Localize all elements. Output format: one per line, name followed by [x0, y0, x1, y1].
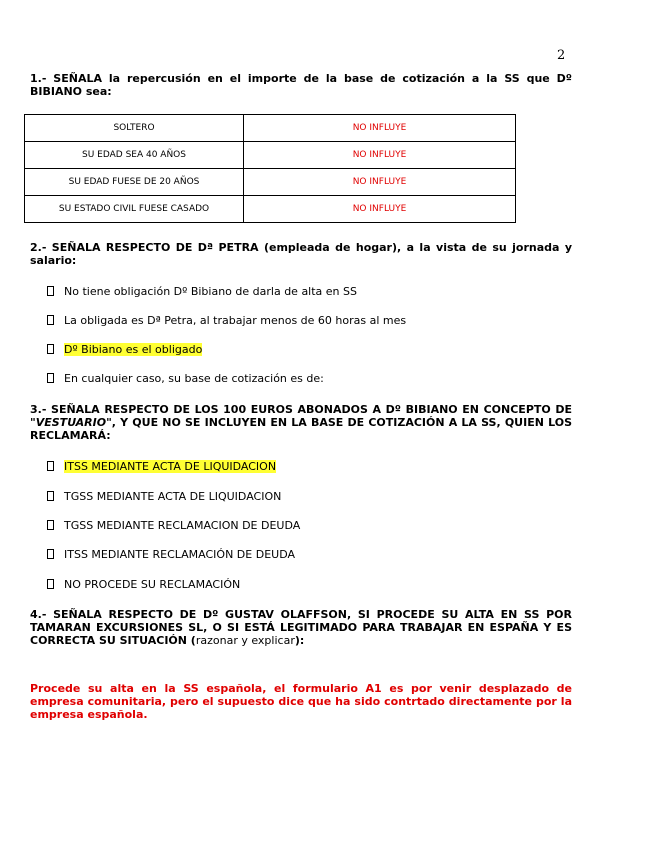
option-label: TGSS MEDIANTE RECLAMACION DE DEUDA: [64, 519, 301, 532]
question-2: 2.- SEÑALA RESPECTO DE Dª PETRA (empleada de hogar), a la vista de su jornada y salario:: [30, 241, 572, 267]
checkbox-icon: [47, 520, 54, 530]
question-3: [30, 403, 572, 442]
option-label: TGSS MEDIANTE ACTA DE LIQUIDACION: [64, 490, 282, 503]
repercussion-table: [24, 114, 516, 223]
question-3-text: 3.- SEÑALA RESPECTO DE LOS 100 EUROS ABONADOS A Dº BIBIANO EN CONCEPTO DE ": [30, 403, 572, 429]
row-value: NO INFLUYE: [244, 142, 516, 169]
checkbox-icon: [47, 549, 54, 559]
option-item[interactable]: [47, 372, 324, 386]
table-row: [25, 142, 516, 169]
checkbox-icon: [47, 286, 54, 296]
row-value: NO INFLUYE: [244, 115, 516, 142]
row-value: NO INFLUYE: [244, 169, 516, 196]
option-label: ITSS MEDIANTE ACTA DE LIQUIDACION: [64, 460, 277, 473]
option-item[interactable]: [47, 578, 240, 592]
option-label: La obligada es Dª Petra, al trabajar menos de 60 horas al mes: [64, 314, 407, 327]
checkbox-icon: [47, 491, 54, 501]
checkbox-icon: [47, 373, 54, 383]
row-value: NO INFLUYE: [244, 196, 516, 223]
table-row: [25, 169, 516, 196]
option-item[interactable]: [47, 285, 357, 299]
table-row: [25, 115, 516, 142]
question-4-end: ):: [294, 634, 305, 647]
option-item[interactable]: [47, 519, 300, 533]
row-label: SU EDAD SEA 40 AÑOS: [25, 142, 244, 169]
question-1: 1.- SEÑALA la repercusión en el importe de la base de cotización a la SS que Dº BIBIANO sea:: [30, 72, 572, 98]
page-number: 2: [557, 48, 566, 63]
question-4: [30, 608, 572, 647]
question-3-text-end: ", Y QUE NO SE INCLUYEN EN LA BASE DE COTIZACIÓN A LA SS, QUIEN LOS RECLAMARÁ:: [30, 416, 572, 442]
option-item[interactable]: [47, 314, 406, 328]
option-label: Dº Bibiano es el obligado: [64, 343, 203, 356]
option-label: En cualquier caso, su base de cotización es de:: [64, 372, 324, 385]
option-item-selected[interactable]: [47, 460, 276, 474]
option-label: ITSS MEDIANTE RECLAMACIÓN DE DEUDA: [64, 548, 295, 561]
row-label: SOLTERO: [25, 115, 244, 142]
checkbox-icon: [47, 344, 54, 354]
option-item[interactable]: [47, 548, 295, 562]
row-label: SU EDAD FUESE DE 20 AÑOS: [25, 169, 244, 196]
checkbox-icon: [47, 579, 54, 589]
option-item[interactable]: [47, 490, 281, 504]
checkbox-icon: [47, 315, 54, 325]
option-item-selected[interactable]: [47, 343, 202, 357]
question-4-text: 4.- SEÑALA RESPECTO DE Dº GUSTAV OLAFFSON, SI PROCEDE SU ALTA EN SS POR TAMARAN EXCURSIONES SL, O SI ESTÁ LEGITIMADO PARA TRABAJAR EN ESPAÑA Y ES CORRECTA SU SITUACIÓN (: [30, 608, 572, 647]
checkbox-icon: [47, 461, 54, 471]
question-3-italic: VESTUARIO: [35, 416, 107, 429]
row-label: SU ESTADO CIVIL FUESE CASADO: [25, 196, 244, 223]
table-row: [25, 196, 516, 223]
question-4-note: razonar y explicar: [195, 634, 295, 647]
option-label: No tiene obligación Dº Bibiano de darla de alta en SS: [64, 285, 357, 298]
answer-text: Procede su alta en la SS española, el formulario A1 es por venir desplazado de empresa comunitaria, pero el supuesto dice que ha sido contrtado directamente por la empresa española.: [30, 682, 572, 721]
option-label: NO PROCEDE SU RECLAMACIÓN: [64, 578, 241, 591]
